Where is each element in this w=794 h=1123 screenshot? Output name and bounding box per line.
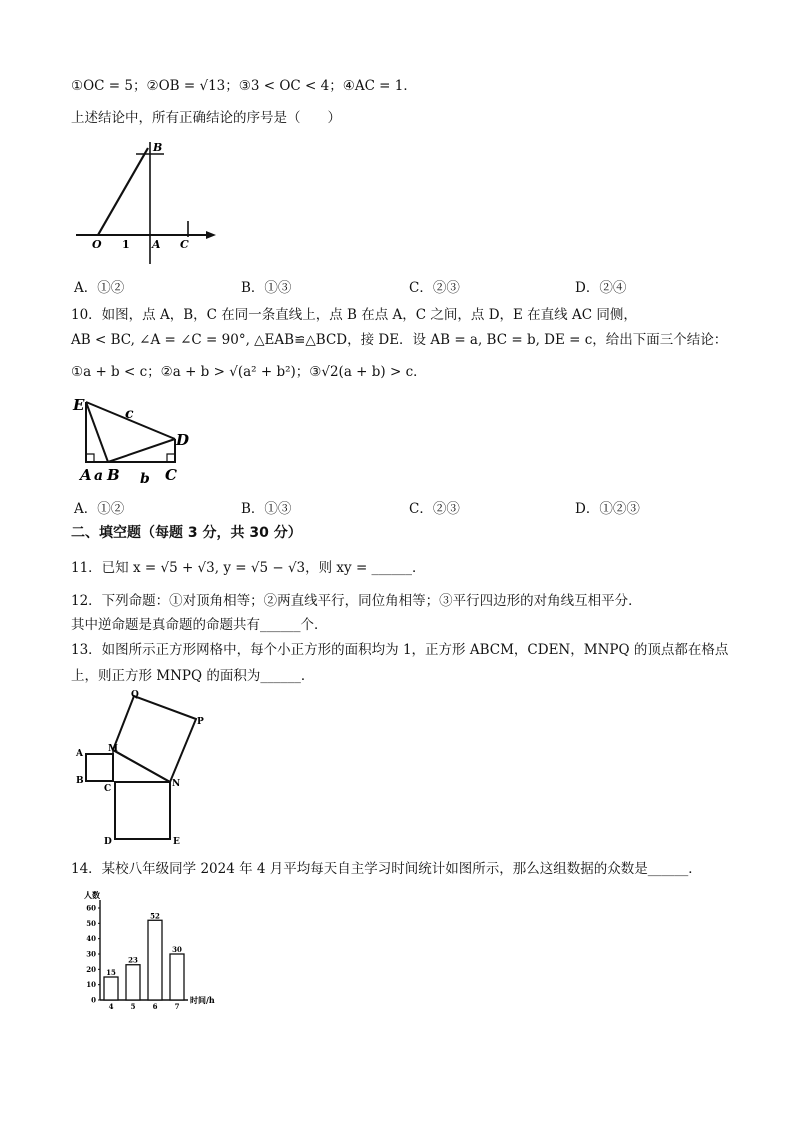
- q14-text: 14．某校八年级同学 2024 年 4 月平均每天自主学习时间统计如图所示，那么这组数据的众数是______．: [71, 861, 702, 877]
- q9-conclusions: ①OC = 5；②OB = √13；③3 < OC < 4；④AC = 1．: [71, 78, 417, 94]
- y-tick-label: 10: [86, 980, 96, 990]
- q9-choice-a[interactable]: A．①②: [74, 280, 125, 296]
- q13-label-a: A: [76, 749, 83, 759]
- chart-y-title: 人数: [84, 890, 100, 900]
- q13-line2: 上，则正方形 MNPQ 的面积为______．: [71, 668, 315, 684]
- bar: [170, 954, 184, 1000]
- bar: [126, 965, 140, 1000]
- y-tick-label: 50: [86, 918, 96, 928]
- q9-label-a: A: [152, 238, 161, 251]
- q10-label-e: E: [73, 396, 85, 414]
- q10-line3: ①a + b < c；②a + b > √(a² + b²)；③√2(a + b) > c．: [71, 364, 427, 380]
- q14-bar-chart: [82, 888, 222, 1012]
- y-tick-label: 30: [86, 949, 96, 959]
- q13-label-d: D: [104, 837, 112, 847]
- q10-choice-c[interactable]: C．②③: [409, 501, 460, 517]
- q10-choice-d[interactable]: D．①②③: [575, 501, 640, 517]
- q10-label-a-lower: a: [94, 468, 104, 484]
- q12-line1: 12．下列命题：①对顶角相等；②两直线平行，同位角相等；③平行四边形的对角线互相平分．: [71, 593, 642, 609]
- y-tick-label: 40: [86, 934, 96, 944]
- q12-line2: 其中逆命题是真命题的命题共有______个．: [71, 617, 328, 633]
- x-tick-label: 6: [152, 1002, 158, 1011]
- q10-choice-a[interactable]: A．①②: [74, 501, 125, 517]
- q9-label-c: C: [180, 238, 189, 251]
- bar-value-label: 15: [106, 968, 116, 977]
- bar: [104, 977, 118, 1000]
- q10-label-a: A: [80, 466, 92, 484]
- q13-label-m: M: [108, 744, 118, 754]
- q13-line1: 13．如图所示正方形网格中，每个小正方形的面积均为 1，正方形 ABCM，CDEN，MNPQ 的顶点都在格点: [71, 642, 729, 658]
- x-tick-label: 7: [174, 1002, 180, 1011]
- q10-line2: AB < BC, ∠A = ∠C = 90°, △EAB≌△BCD，接 DE．设 AB = a, BC = b, DE = c，给出下面三个结论：: [71, 332, 728, 348]
- q13-label-b: B: [76, 776, 84, 786]
- bar: [148, 920, 162, 1000]
- q10-label-c: C: [165, 466, 177, 484]
- q9-choice-b[interactable]: B．①③: [241, 280, 292, 296]
- q13-label-p: P: [197, 717, 204, 727]
- y-tick-label: 60: [86, 903, 96, 913]
- bar-value-label: 52: [150, 911, 160, 921]
- chart-x-title: 时间/h: [190, 995, 215, 1005]
- q9-choice-c[interactable]: C．②③: [409, 280, 460, 296]
- x-tick-label: 4: [108, 1002, 114, 1011]
- q10-line1: 10．如图，点 A，B，C 在同一条直线上，点 B 在点 A，C 之间，点 D，E 在直线 AC 同侧，: [71, 307, 637, 323]
- q9-choice-d[interactable]: D．②④: [575, 280, 627, 296]
- q9-figure: [70, 138, 220, 270]
- bar-value-label: 23: [128, 955, 138, 965]
- q10-figure: [70, 392, 200, 492]
- q10-label-c-lower: c: [125, 406, 134, 422]
- q10-choice-b[interactable]: B．①③: [241, 501, 292, 517]
- bar-value-label: 30: [172, 945, 182, 954]
- q11-text: 11．已知 x = √5 + √3, y = √5 − √3，则 xy = ______．: [71, 560, 426, 576]
- q9-label-1: 1: [122, 238, 130, 251]
- section-2-title: 二、填空题（每题 3 分，共 30 分）: [71, 525, 302, 541]
- y-tick-label: 20: [86, 964, 96, 974]
- q10-label-b: B: [107, 466, 120, 484]
- y-tick-label: 0: [91, 995, 96, 1005]
- q9-choices: [74, 276, 714, 294]
- q13-label-e: E: [173, 837, 180, 847]
- q10-choices: [74, 497, 714, 515]
- q13-label-n: N: [172, 779, 181, 789]
- q13-label-c: C: [104, 784, 112, 794]
- q10-label-b-lower: b: [140, 471, 150, 487]
- x-tick-label: 5: [130, 1002, 136, 1011]
- q9-prompt: 上述结论中，所有正确结论的序号是（ ）: [71, 110, 341, 126]
- q9-label-b: B: [153, 141, 163, 154]
- q13-figure: [74, 686, 214, 848]
- q13-label-q: Q: [131, 690, 139, 700]
- q10-label-d: D: [176, 431, 190, 449]
- q9-label-o: O: [92, 238, 102, 251]
